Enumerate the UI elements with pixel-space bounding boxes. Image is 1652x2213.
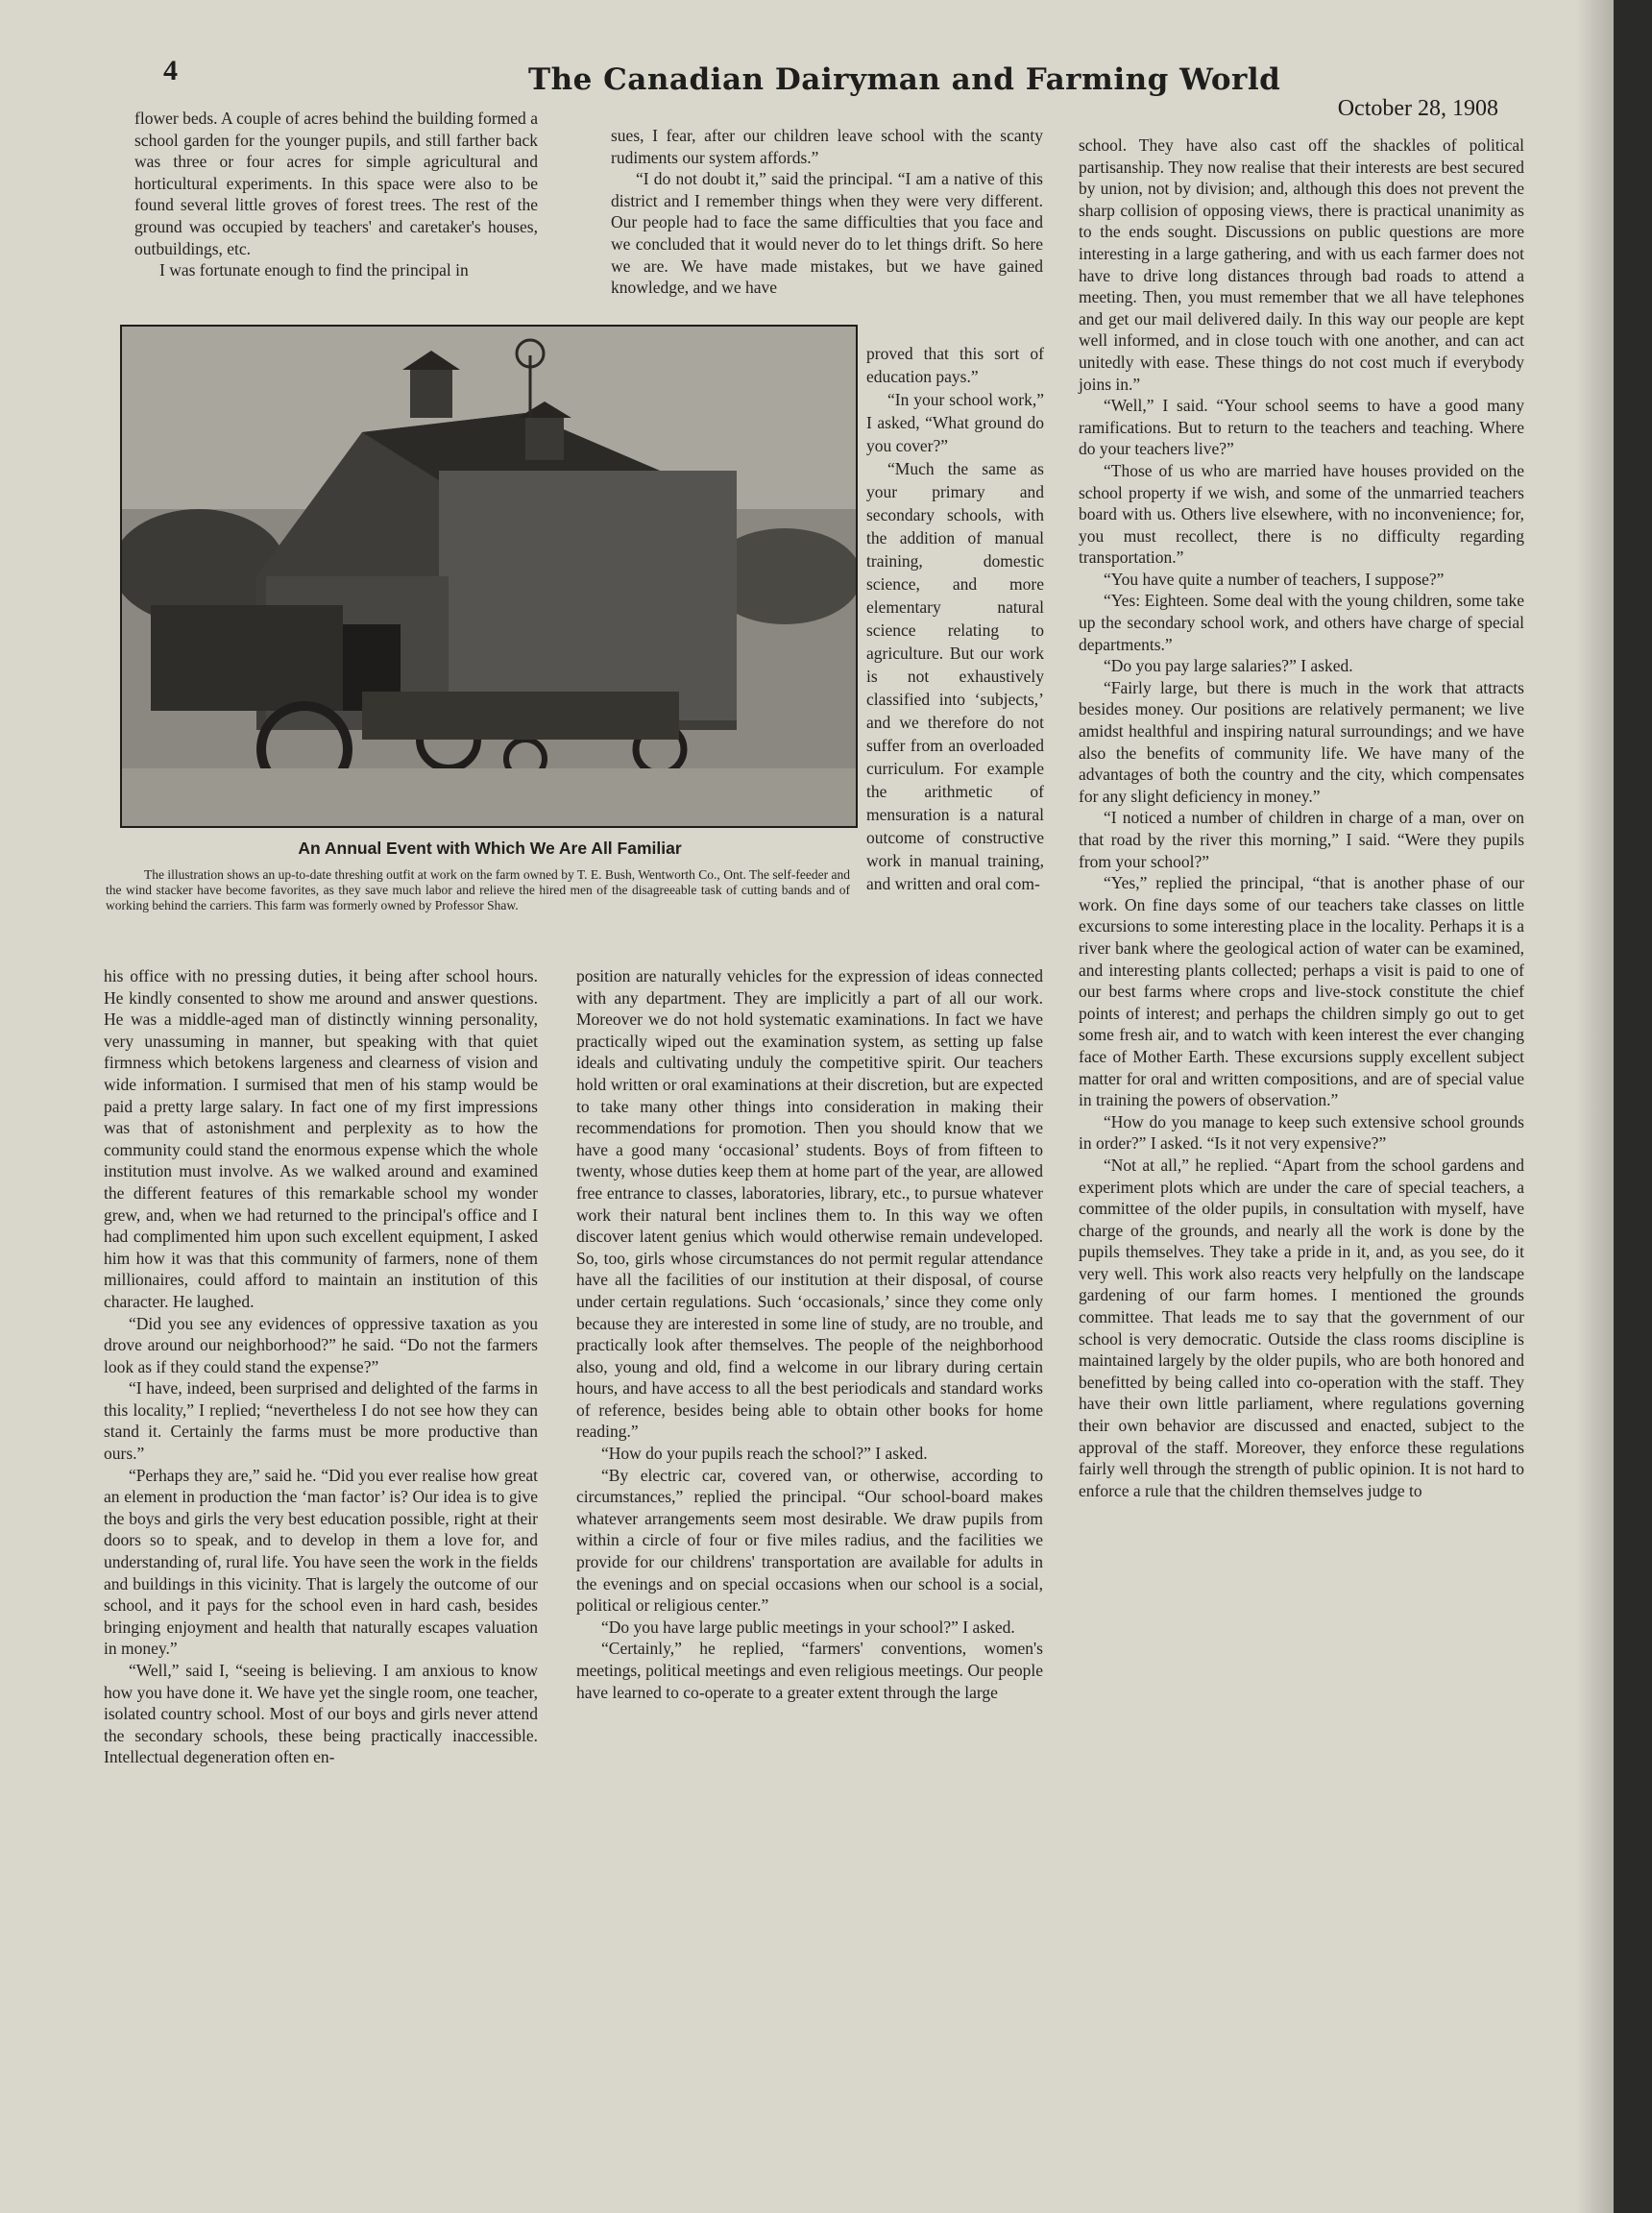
page-header	[115, 53, 1518, 121]
figure-caption	[106, 867, 850, 913]
paragraph: “I do not doubt it,” said the principal. “I am a native of this district and I remember things when they were very different. Our people had to face the same difficulties that you face and we concluded that it would never do to let things drift. So here we are. We have made mistakes, but we have gained knowledge, and we have	[611, 169, 1043, 298]
paragraph: “Perhaps they are,” said he. “Did you ever realise how great an element in production the ‘man factor’ is? Our idea is to give the boys and girls the very best education possible, right at their doors so to speak, and to develop in them a love for, and understanding of, rural life. You have seen the work in the fields and buildings in this vicinity. That is largely the outcome of our school, and it pays for the school even in hard cash, besides bringing enjoyment and health that naturally escapes valuation in money.”	[104, 1465, 538, 1659]
paragraph: “I noticed a number of children in charge of a man, over on that road by the river this morning,” I said. “Were they pupils from your school?”	[1079, 808, 1524, 871]
paragraph: “Well,” said I, “seeing is believing. I am anxious to know how you have done it. We have yet the single room, one teacher, isolated country school. Most of our boys and girls never attend the secondary schools, these being practically inaccessible. Intellectual degeneration often en-	[104, 1661, 538, 1767]
paragraph: flower beds. A couple of acres behind the building formed a school garden for the younger pupils, and still farther back was three or four acres for simple agricultural and horticultural experiments. In this space were also to be found several little groves of forest trees. The rest of the ground was occupied by teachers' and caretaker's houses, outbuildings, etc.	[134, 109, 538, 258]
paragraph: “Yes: Eighteen. Some deal with the young children, some take up the secondary school work, and others have charge of special departments.”	[1079, 591, 1524, 654]
column-3	[1079, 134, 1524, 1501]
paragraph: “I have, indeed, been surprised and delighted of the farms in this locality,” I replied; “nevertheless I do not see how they can stand it. Certainly the farms must be more productive than ours.”	[104, 1378, 538, 1464]
masthead-title: The Canadian Dairyman and Farming World	[528, 62, 1281, 97]
column-2-top	[611, 125, 1043, 299]
paragraph: sues, I fear, after our children leave school with the scanty rudiments our system affords.”	[611, 126, 1043, 167]
paragraph: his office with no pressing duties, it being after school hours. He kindly consented to show me around and answer questions. He was a middle-aged man of distinctly winning personality, very unassuming in manner, but speaking with that quiet firmness which betokens largeness and clearness of vision and wide information. I surmised that men of his stamp would be paid a pretty large salary. In fact one of my first impressions was that of astonishment and perplexity as to how the community could stand the enormous expense which the whole institution must involve. As we walked around and examined the different features of this remarkable school my wonder grew, and, when we had returned to the principal's office and I had complimented him upon such excellent equipment, I asked him how it was that this community of farmers, none of them millionaires, could afford to maintain an institution of this character. He laughed.	[104, 966, 538, 1311]
paragraph: “Did you see any evidences of oppressive taxation as you drove around our neighborhood?” he said. “Do not the farmers look as if they could stand the expense?”	[104, 1313, 538, 1376]
paragraph: “Not at all,” he replied. “Apart from the school gardens and experiment plots which are under the care of special teachers, a committee of the older pupils, in consultation with myself, have charge of the grounds, and nearly all the work is done by the pupils themselves. They take a pride in it, and, as you see, do it very well. This work also reacts very helpfully on the landscape gardening of our farm homes. I mentioned the grounds committee. That leads me to say that the government of our school is very democratic. Outside the class rooms discipline is maintained largely by the older pupils, who are both honored and benefitted by being called into co-operation with the staff. They have their own little parliament, where regulations governing their own behavior are discussed and enacted, subject to the approval of the staff. Moreover, they enforce these regulations fairly well through the strength of public opinion. It is not hard to enforce a rule that the children themselves judge to	[1079, 1155, 1524, 1500]
figure-title: An Annual Event with Which We Are All Familiar	[298, 839, 682, 858]
column-2-bottom	[576, 965, 1043, 1703]
paragraph: “Yes,” replied the principal, “that is another phase of our work. On fine days some of our teachers take classes on little excursions to some interesting place in the locality. Perhaps it is a river bank where the geological action of water can be examined, and interesting plants collected; perhaps a visit is paid to one of our best farms where crops and live-stock constitute the chief points of interest; and perhaps the children simply go out to get some fresh air, and to watch with keen interest the ever changing face of Mother Earth. These excursions supply excellent subject matter for oral and written compositions, and are of special value in training the powers of observation.”	[1079, 873, 1524, 1110]
paragraph: “How do you manage to keep such extensive school grounds in order?” I asked. “Is it not very expensive?”	[1079, 1111, 1524, 1154]
paragraph: “Those of us who are married have houses provided on the school property if we wish, and some of the unmarried teachers board with us. Others live elsewhere, with no inconvenience; for, you must recollect, there is no difficulty regarding transportation.”	[1079, 460, 1524, 568]
paragraph: “Do you have large public meetings in your school?” I asked.	[601, 1617, 1015, 1637]
paragraph: “Do you pay large salaries?” I asked.	[1104, 656, 1353, 676]
paragraph: I was fortunate enough to find the principal in	[159, 260, 469, 280]
paragraph: proved that this sort of education pays.”	[866, 344, 1044, 386]
paragraph: “Fairly large, but there is much in the work that attracts besides money. Our positions are relatively permanent; we live amidst healthful and inspiring natural surroundings; and we have also the benefits of community life. We have many of the advantages of both the country and the city, which compensates for any slight deficiency in money.”	[1079, 677, 1524, 806]
paragraph: “In your school work,” I asked, “What ground do you cover?”	[866, 390, 1044, 455]
caption-text: The illustration shows an up-to-date threshing outfit at work on the farm owned by T. E. Bush, Wentworth Co., Ont. The self-feeder and the wind stacker have become favorites, as they save much labor and relieve the hired men of the disagreeable task of cutting bands and of working behind the carriers. This farm was formerly owned by Professor Shaw.	[106, 867, 850, 912]
column-1-bottom	[104, 965, 538, 1768]
paragraph: school. They have also cast off the shackles of political partisanship. They now realise that their interests are best secured by union, not by division; and, although this does not prevent the sharp collision of opposing views, there is practical unanimity as to the ends sought. Discussions on public questions are more interesting in a large gathering, and with us each farmer does not have to drive long distances through bad roads to attend a meeting. Then, you must remember that we all have telephones and get our mail delivered daily. In this way our people are kept well informed, and in close touch with one another, and can act unitedly with ease. These things do not cost much if everybody joins in.”	[1079, 135, 1524, 394]
paragraph: “By electric car, covered van, or otherwise, according to circumstances,” replied the principal. “Our school-board makes whatever arrangements seem most desirable. We draw pupils from within a circle of four or five miles radius, and the facilities we provide for our childrens' transportation are available for adults in the evenings and on special occasions when our school is a social, political or religious center.”	[576, 1465, 1043, 1616]
paragraph: position are naturally vehicles for the expression of ideas connected with any department. They are implicitly a part of all our work. Moreover we do not hold systematic examinations. In fact we have practically wiped out the examination system, as setting up false ideals and cultivating unduly the competitive spirit. Our teachers hold written or oral examinations at their discretion, but are expected to take many other things into consideration in making their recommendations for promotion. Then you should know that we have a good many ‘occasional’ students. Boys of from fifteen to twenty, whose duties keep them at home part of the year, are allowed free entrance to classes, laboratories, library, etc., to pursue whatever work their natural bent inclines them to. In this way we often discover latent genius which would otherwise remain undeveloped. So, too, girls whose circumstances do not permit regular attendance have all the facilities of our institution at their disposal, of course under certain regulations. Such ‘occasionals,’ since they come only because they are interested in some line of study, are no trouble, and practically look after themselves. The people of the neighborhood also, young and old, find a welcome in our library during certain hours, and have access to all the best periodicals and standard works of reference, besides being able to obtain other books for home reading.”	[576, 966, 1043, 1442]
threshing-photo	[120, 325, 858, 828]
column-1-top	[134, 108, 538, 281]
paragraph: “How do your pupils reach the school?” I asked.	[601, 1444, 928, 1464]
barn-illustration	[122, 327, 856, 826]
page-number: 4	[163, 55, 178, 86]
column-2-narrow	[866, 342, 1044, 895]
paragraph: “Certainly,” he replied, “farmers' conventions, women's meetings, political meetings and even religious meetings. Our people have learned to co-operate to a greater extent through the large	[576, 1639, 1043, 1702]
paragraph: “Much the same as your primary and secondary schools, with the addition of manual training, domestic science, and more elementary natural science relating to agriculture. But our work is not exhaustively classified into ‘subjects,’ and we therefore do not suffer from an overloaded curriculum. For example the arithmetic of mensuration is a natural outcome of constructive work in manual training, and written and oral com-	[866, 459, 1044, 893]
issue-date: October 28, 1908	[1337, 96, 1498, 121]
paragraph: “You have quite a number of teachers, I suppose?”	[1104, 569, 1445, 589]
paragraph: “Well,” I said. “Your school seems to have a good many ramifications. But to return to the teachers and teaching. Where do your teachers live?”	[1079, 396, 1524, 459]
